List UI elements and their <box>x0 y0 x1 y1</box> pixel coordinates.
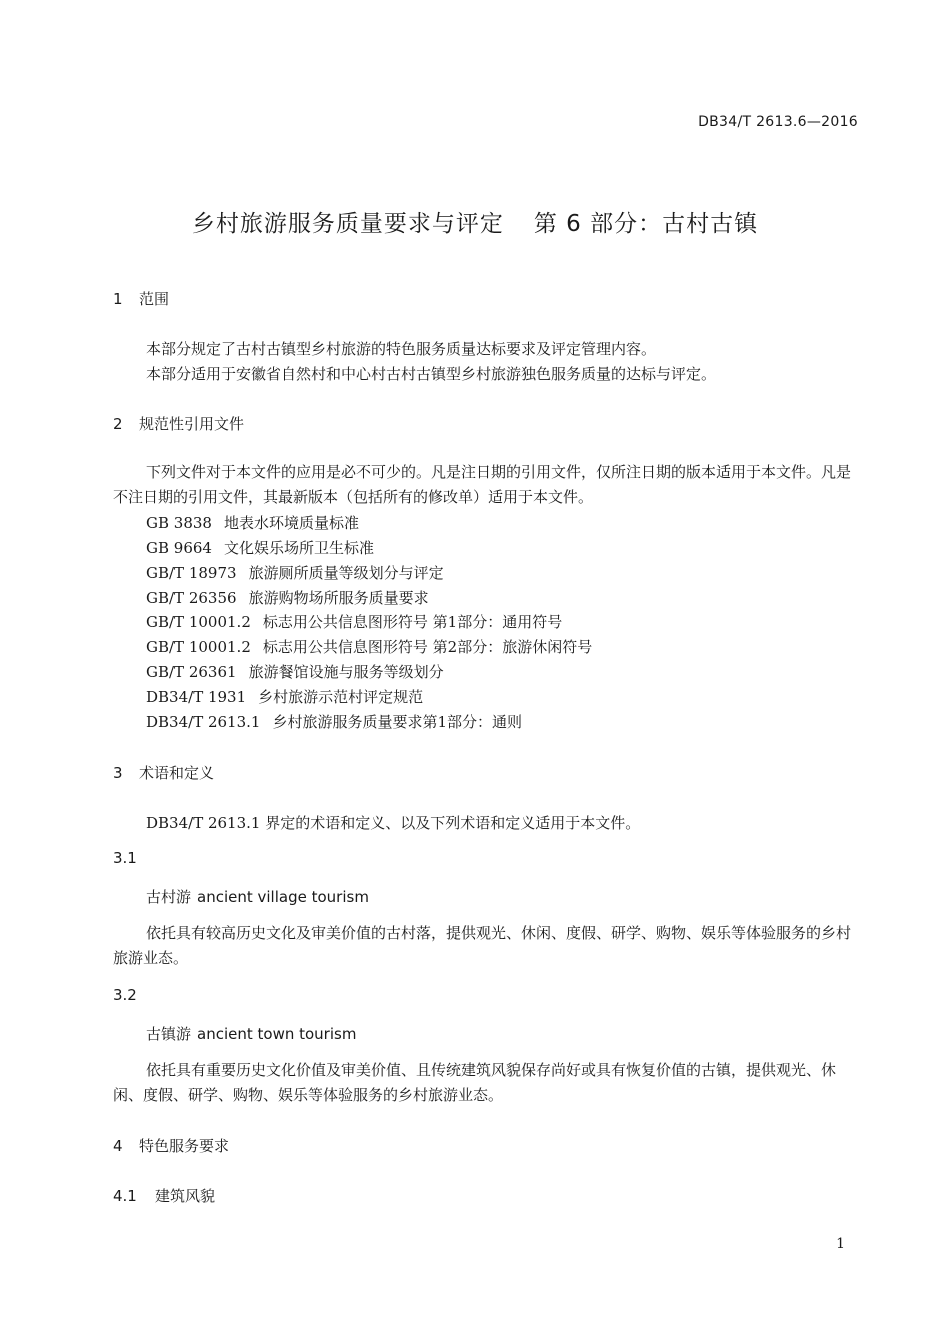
scope-paragraph-1: 本部分规定了古村古镇型乡村旅游的特色服务质量达标要求及评定管理内容。 <box>146 340 657 358</box>
section-number: 4 <box>113 1137 123 1155</box>
reference-code: GB/T 26361 <box>146 663 237 681</box>
reference-code: DB34/T 1931 <box>146 688 247 706</box>
reference-title: 乡村旅游服务质量要求第1部分：通则 <box>272 713 522 731</box>
term-number: 3.1 <box>113 849 137 867</box>
reference-code: GB/T 10001.2 <box>146 613 251 631</box>
section-title: 范围 <box>139 290 170 308</box>
page-number: 1 <box>836 1236 845 1252</box>
section-title: 建筑风貌 <box>155 1187 216 1205</box>
section-number: 1 <box>113 290 123 308</box>
reference-code: DB34/T 2613.1 <box>146 713 261 731</box>
section-title: 术语和定义 <box>139 764 215 782</box>
section-title: 规范性引用文件 <box>139 415 245 433</box>
term-chinese: 古村游 <box>146 888 192 906</box>
section-heading-2 <box>113 413 244 434</box>
reference-code: GB 3838 <box>146 514 212 532</box>
reference-item <box>146 537 374 558</box>
reference-item <box>146 661 444 682</box>
references-intro: 下列文件对于本文件的应用是必不可少的。凡是注日期的引用文件，仅所注日期的版本适用于本文件。凡是不注日期的引用文件，其最新版本（包括所有的修改单）适用于本文件。 <box>113 463 852 506</box>
reference-item <box>146 611 562 632</box>
term-definition: 依托具有重要历史文化价值及审美价值、且传统建筑风貌保存尚好或具有恢复价值的古镇，提供观光、休闲、度假、研学、购物、娱乐等体验服务的乡村旅游业态。 <box>113 1061 837 1104</box>
reference-item <box>146 711 522 732</box>
reference-code: GB/T 26356 <box>146 589 237 607</box>
term-entry <box>146 1023 356 1044</box>
section-number: 2 <box>113 415 123 433</box>
title-main: 乡村旅游服务质量要求与评定 <box>191 211 504 237</box>
reference-item <box>146 562 444 583</box>
reference-item <box>146 636 592 657</box>
reference-item <box>146 686 423 707</box>
reference-title: 乡村旅游示范村评定规范 <box>258 688 424 706</box>
section-number: 3 <box>113 764 123 782</box>
term-definition: 依托具有较高历史文化及审美价值的古村落，提供观光、休闲、度假、研学、购物、娱乐等体验服务的乡村旅游业态。 <box>113 924 852 967</box>
section-title: 特色服务要求 <box>139 1137 230 1155</box>
reference-code: GB 9664 <box>146 539 212 557</box>
section-heading-1 <box>113 288 169 309</box>
reference-title: 标志用公共信息图形符号 第1部分：通用符号 <box>262 613 563 631</box>
section-number: 4.1 <box>113 1187 137 1205</box>
terms-intro: DB34/T 2613.1 界定的术语和定义、以及下列术语和定义适用于本文件。 <box>146 814 641 832</box>
term-entry <box>146 886 369 907</box>
reference-title: 文化娱乐场所卫生标准 <box>223 539 374 557</box>
reference-title: 旅游厕所质量等级划分与评定 <box>248 564 444 582</box>
subsection-heading-4-1 <box>113 1185 215 1206</box>
document-number: DB34/T 2613.6—2016 <box>698 114 858 130</box>
scope-paragraph-2: 本部分适用于安徽省自然村和中心村古村古镇型乡村旅游独色服务质量的达标与评定。 <box>146 365 717 383</box>
reference-title: 旅游餐馆设施与服务等级划分 <box>248 663 444 681</box>
title-part: 第 6 部分：古村古镇 <box>533 211 759 237</box>
term-chinese: 古镇游 <box>146 1025 192 1043</box>
term-english: ancient town tourism <box>197 1025 357 1043</box>
reference-item <box>146 512 359 533</box>
term-english: ancient village tourism <box>197 888 369 906</box>
term-number: 3.2 <box>113 986 137 1004</box>
reference-title: 地表水环境质量标准 <box>223 514 359 532</box>
reference-item <box>146 587 429 608</box>
reference-code: GB/T 10001.2 <box>146 638 251 656</box>
reference-title: 标志用公共信息图形符号 第2部分：旅游休闲符号 <box>262 638 593 656</box>
reference-title: 旅游购物场所服务质量要求 <box>248 589 429 607</box>
section-heading-4 <box>113 1135 229 1156</box>
reference-code: GB/T 18973 <box>146 564 237 582</box>
section-heading-3 <box>113 762 214 783</box>
page-title <box>0 205 950 238</box>
